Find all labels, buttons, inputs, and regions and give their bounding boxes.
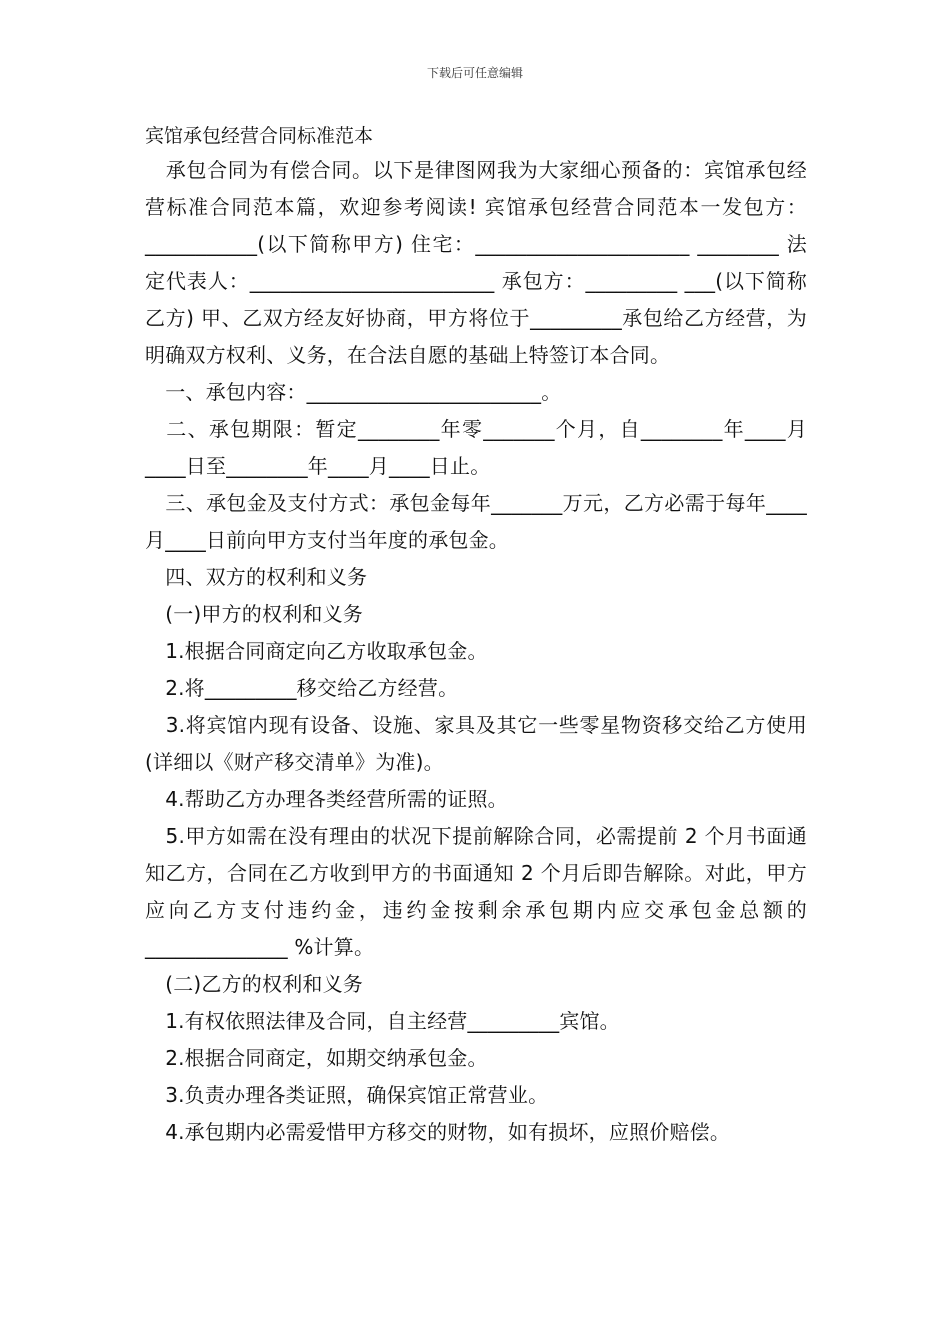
party-b-item-4: 4.承包期内必需爱惜甲方移交的财物，如有损坏，应照价赔偿。 — [145, 1120, 731, 1144]
document-body — [145, 152, 807, 1151]
intro-paragraph: 承包合同为有偿合同。以下是律图网我为大家细心预备的：宾馆承包经营标准合同范本篇，欢迎参考阅读! 宾馆承包经营合同范本一发包方：___________(以下简称甲方) 住宅：_____________________ ________ 法定代表人：________________________ 承包方：_________ ___(以下简称乙方) 甲、乙双方经友好协商，甲方将位于_________承包给乙方经营，为明确双方权利、义务，在合法自愿的基础上特签订本合同。 — [145, 158, 807, 367]
party-a-item-3: 3.将宾馆内现有设备、设施、家具及其它一些零星物资移交给乙方使用(详细以《财产移交清单》为准)。 — [145, 713, 807, 774]
party-b-item-1: 1.有权依照法律及合同，自主经营_________宾馆。 — [145, 1009, 620, 1033]
clause-4-heading: 四、双方的权利和义务 — [145, 565, 368, 589]
party-a-item-2: 2.将_________移交给乙方经营。 — [145, 676, 459, 700]
clause-1-content: 一、承包内容：_______________________。 — [145, 380, 562, 404]
document-title: 宾馆承包经营合同标准范本 — [145, 125, 374, 147]
page-header: 下载后可任意编辑 — [426, 66, 523, 80]
party-a-item-4: 4.帮助乙方办理各类经营所需的证照。 — [145, 787, 508, 811]
party-a-heading: (一)甲方的权利和义务 — [145, 602, 364, 626]
party-b-item-3: 3.负责办理各类证照，确保宾馆正常营业。 — [145, 1083, 549, 1107]
clause-3-payment: 三、承包金及支付方式：承包金每年_______万元，乙方必需于每年____月____日前向甲方支付当年度的承包金。 — [145, 491, 807, 552]
party-a-item-5: 5.甲方如需在没有理由的状况下提前解除合同，必需提前 2 个月书面通知乙方，合同在乙方收到甲方的书面通知 2 个月后即告解除。对此，甲方应向乙方支付违约金，违约金按剩余承包期内应交承包金总额的______________ %计算。 — [145, 824, 807, 959]
party-a-item-1: 1.根据合同商定向乙方收取承包金。 — [145, 639, 488, 663]
party-b-item-2: 2.根据合同商定，如期交纳承包金。 — [145, 1046, 488, 1070]
party-b-heading: (二)乙方的权利和义务 — [145, 972, 364, 996]
clause-2-term: 二、承包期限：暂定________年零_______个月，自________年____月____日至________年____月____日止。 — [145, 417, 807, 478]
